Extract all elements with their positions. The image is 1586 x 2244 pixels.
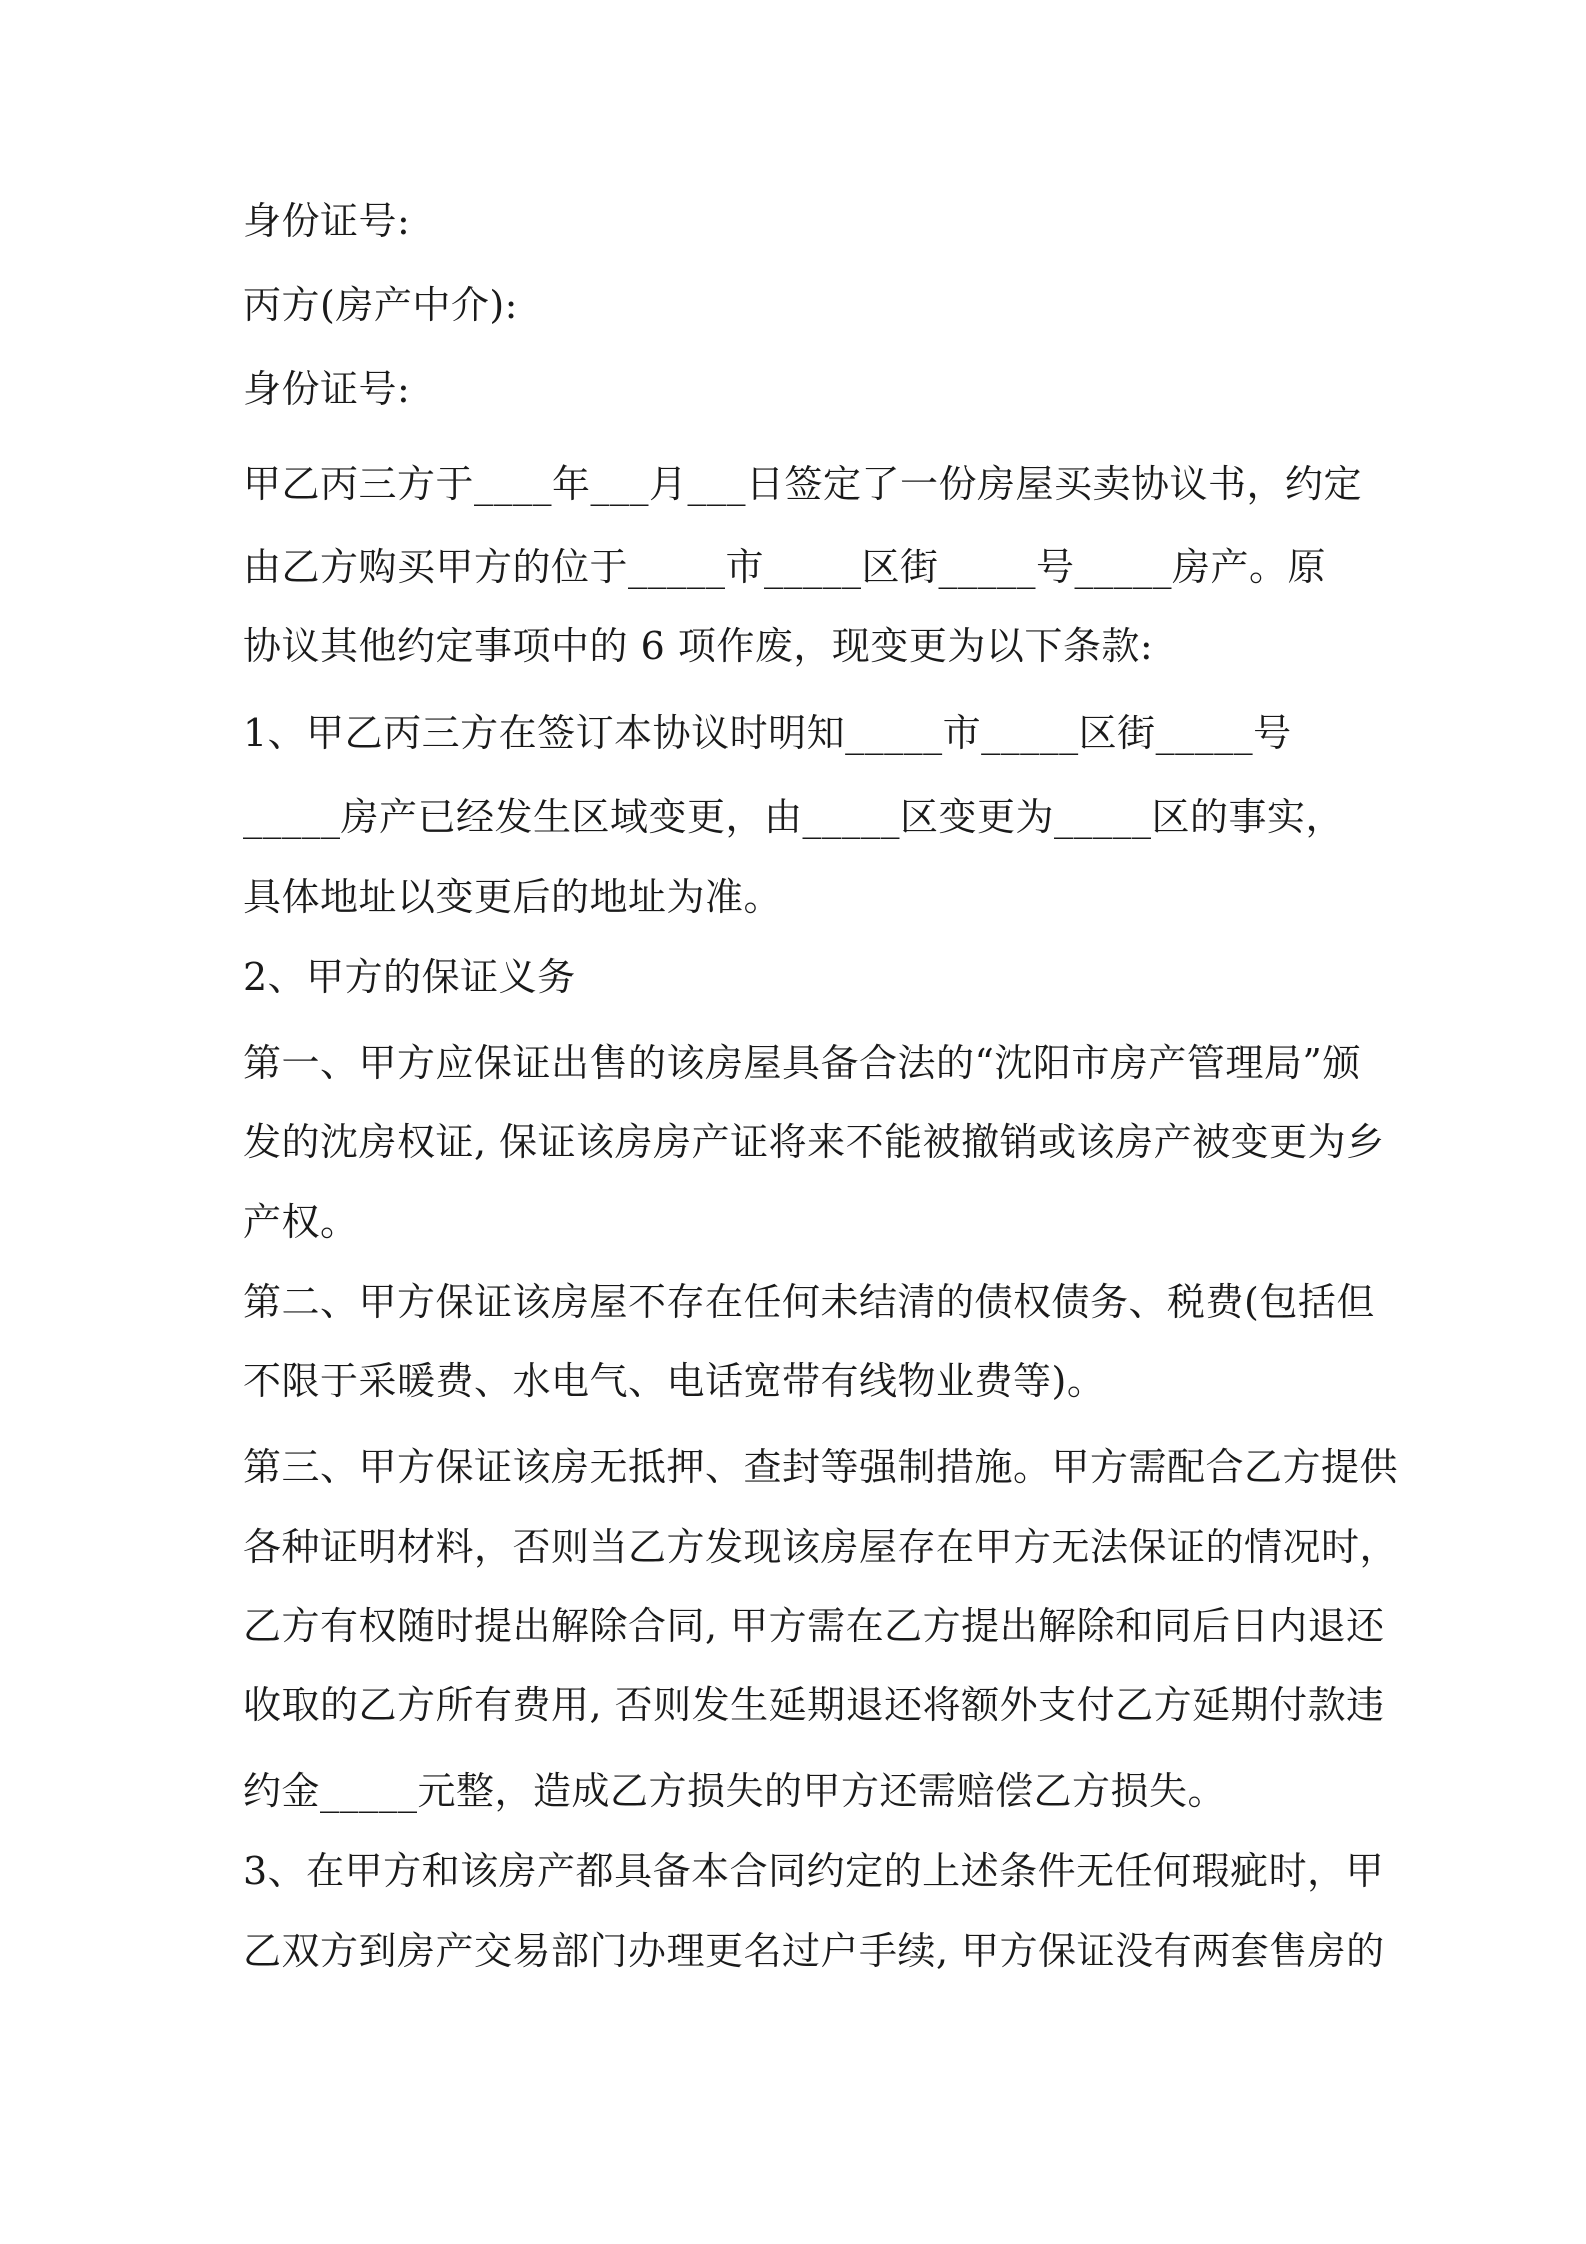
text-line-id-number-b: 身份证号: — [243, 199, 411, 243]
clause-2-heading: 2、甲方的保证义务 — [243, 955, 576, 999]
clause-1: 1、甲乙丙三方在签订本协议时明知_____市_____区街_____号 — [243, 711, 1292, 755]
clause-2-third: 第三、甲方保证该房无抵押、查封等强制措施。甲方需配合乙方提供 — [243, 1445, 1399, 1489]
clause-2-first: 第一、甲方应保证出售的该房屋具备合法的“沈阳市房产管理局”颁 — [243, 1041, 1361, 1085]
clause-3: 乙双方到房产交易部门办理更名过户手续, 甲方保证没有两套售房的 — [243, 1929, 1385, 1973]
clause-1: 具体地址以变更后的地址为准。 — [243, 875, 783, 919]
clause-2-second: 第二、甲方保证该房屋不存在任何未结清的债权债务、税费(包括但 — [243, 1280, 1375, 1324]
text-line-id-number-c: 身份证号: — [243, 367, 411, 411]
clause-2-third: 约金_____元整，造成乙方损失的甲方还需赔偿乙方损失。 — [243, 1769, 1227, 1813]
clause-3: 3、在甲方和该房产都具备本合同约定的上述条件无任何瑕疵时，甲 — [243, 1849, 1385, 1893]
clause-2-third: 乙方有权随时提出解除合同, 甲方需在乙方提出解除和同后日内退还 — [243, 1604, 1385, 1648]
clause-2-third: 收取的乙方所有费用, 否则发生延期退还将额外支付乙方延期付款违 — [243, 1683, 1385, 1727]
clause-2-third: 各种证明材料，否则当乙方发现该房屋存在甲方无法保证的情况时， — [243, 1525, 1399, 1569]
clause-2-first: 产权。 — [243, 1200, 359, 1244]
clause-2-second: 不限于采暖费、水电气、电话宽带有线物业费等)。 — [243, 1359, 1106, 1403]
text-line-party-c: 丙方(房产中介): — [243, 283, 518, 327]
clause-1: _____房产已经发生区域变更，由_____区变更为_____区的事实， — [243, 795, 1345, 839]
text-line-paragraph: 由乙方购买甲方的位于_____市_____区街_____号_____房产。原 — [243, 545, 1327, 589]
clause-2-first: 发的沈房权证, 保证该房房产证将来不能被撤销或该房产被变更为乡 — [243, 1120, 1385, 1164]
text-line-paragraph: 甲乙丙三方于____年___月___日签定了一份房屋买卖协议书，约定 — [243, 462, 1363, 506]
text-line-paragraph: 协议其他约定事项中的 6 项作废，现变更为以下条款: — [243, 624, 1154, 668]
